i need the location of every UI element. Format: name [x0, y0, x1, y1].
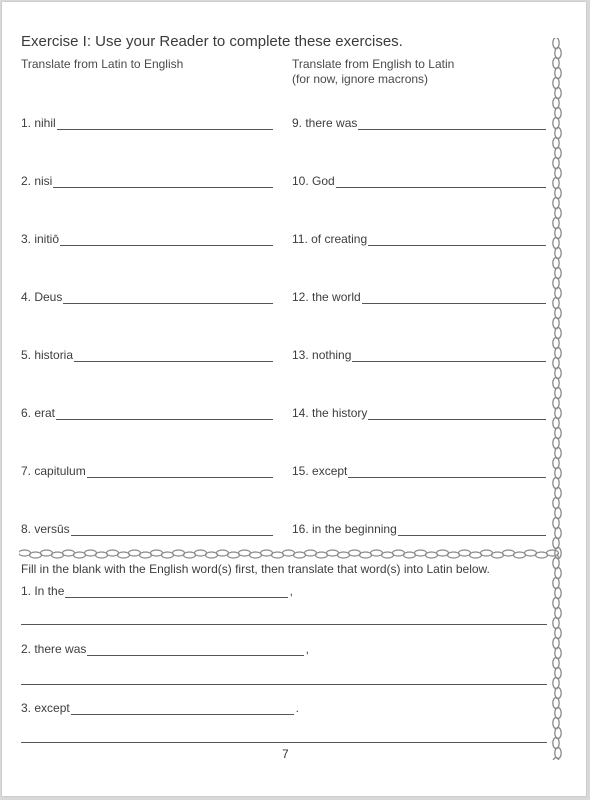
left-item-4	[21, 288, 273, 304]
answer-blank[interactable]	[74, 349, 273, 362]
left-item-3	[21, 230, 273, 246]
fill-in-item-2	[21, 640, 309, 656]
fill-in-item-3	[21, 699, 299, 715]
item-label: 3. initiō	[21, 232, 60, 246]
right-item-9	[292, 114, 546, 130]
left-item-8	[21, 520, 273, 536]
answer-blank[interactable]	[362, 291, 546, 304]
answer-blank[interactable]	[398, 523, 546, 536]
right-heading-line1: Translate from English to Latin	[292, 57, 455, 71]
english-blank[interactable]	[87, 643, 303, 656]
answer-blank[interactable]	[352, 349, 546, 362]
item-label: 7. capitulum	[21, 464, 86, 478]
english-blank[interactable]	[65, 585, 287, 598]
item-label: 15. except	[292, 464, 348, 478]
left-item-7	[21, 462, 273, 478]
answer-blank[interactable]	[368, 233, 546, 246]
right-heading-line2: (for now, ignore macrons)	[292, 72, 429, 86]
item-label: 2. there was	[21, 642, 87, 656]
item-label: 12. the world	[292, 290, 361, 304]
right-column-heading	[292, 57, 454, 87]
right-item-16	[292, 520, 546, 536]
answer-blank[interactable]	[336, 175, 546, 188]
item-label: 5. historia	[21, 348, 74, 362]
answer-blank[interactable]	[56, 407, 273, 420]
answer-blank[interactable]	[368, 407, 546, 420]
item-label: 8. versūs	[21, 522, 70, 536]
answer-blank[interactable]	[63, 291, 273, 304]
right-item-14	[292, 404, 546, 420]
answer-blank[interactable]	[60, 233, 273, 246]
left-item-5	[21, 346, 273, 362]
item-label: 3. except	[21, 701, 70, 715]
answer-blank[interactable]	[348, 465, 546, 478]
right-item-13	[292, 346, 546, 362]
item-label: 2. nisi	[21, 174, 53, 188]
item-punctuation: ,	[305, 642, 309, 656]
item-label: 16. in the beginning	[292, 522, 397, 536]
item-label: 1. In the	[21, 584, 65, 598]
latin-answer-line[interactable]	[21, 624, 547, 625]
item-label: 9. there was	[292, 116, 358, 130]
left-item-1	[21, 114, 273, 130]
left-column-heading: Translate from Latin to English	[21, 57, 184, 71]
answer-blank[interactable]	[71, 523, 273, 536]
item-label: 13. nothing	[292, 348, 352, 362]
latin-answer-line[interactable]	[21, 684, 547, 685]
item-punctuation: .	[295, 701, 299, 715]
answer-blank[interactable]	[57, 117, 273, 130]
left-item-2	[21, 172, 273, 188]
answer-blank[interactable]	[53, 175, 273, 188]
fill-in-item-1	[21, 582, 293, 598]
right-item-15	[292, 462, 546, 478]
chain-divider	[19, 548, 559, 560]
english-blank[interactable]	[71, 702, 294, 715]
item-punctuation: ,	[289, 584, 293, 598]
right-item-12	[292, 288, 546, 304]
item-label: 6. erat	[21, 406, 56, 420]
latin-answer-line[interactable]	[21, 742, 547, 743]
left-item-6	[21, 404, 273, 420]
right-item-10	[292, 172, 546, 188]
answer-blank[interactable]	[358, 117, 546, 130]
page-number: 7	[282, 747, 289, 761]
right-item-11	[292, 230, 546, 246]
fill-in-instruction: Fill in the blank with the English word(s) first, then translate that word(s) into Latin below.	[21, 562, 490, 576]
item-label: 4. Deus	[21, 290, 63, 304]
item-label: 11. of creating	[292, 232, 368, 246]
item-label: 14. the history	[292, 406, 368, 420]
exercise-title: Exercise I: Use your Reader to complete these exercises.	[21, 33, 403, 50]
item-label: 10. God	[292, 174, 335, 188]
item-label: 1. nihil	[21, 116, 56, 130]
answer-blank[interactable]	[87, 465, 273, 478]
chain-border	[550, 38, 564, 760]
worksheet-page	[2, 2, 586, 796]
